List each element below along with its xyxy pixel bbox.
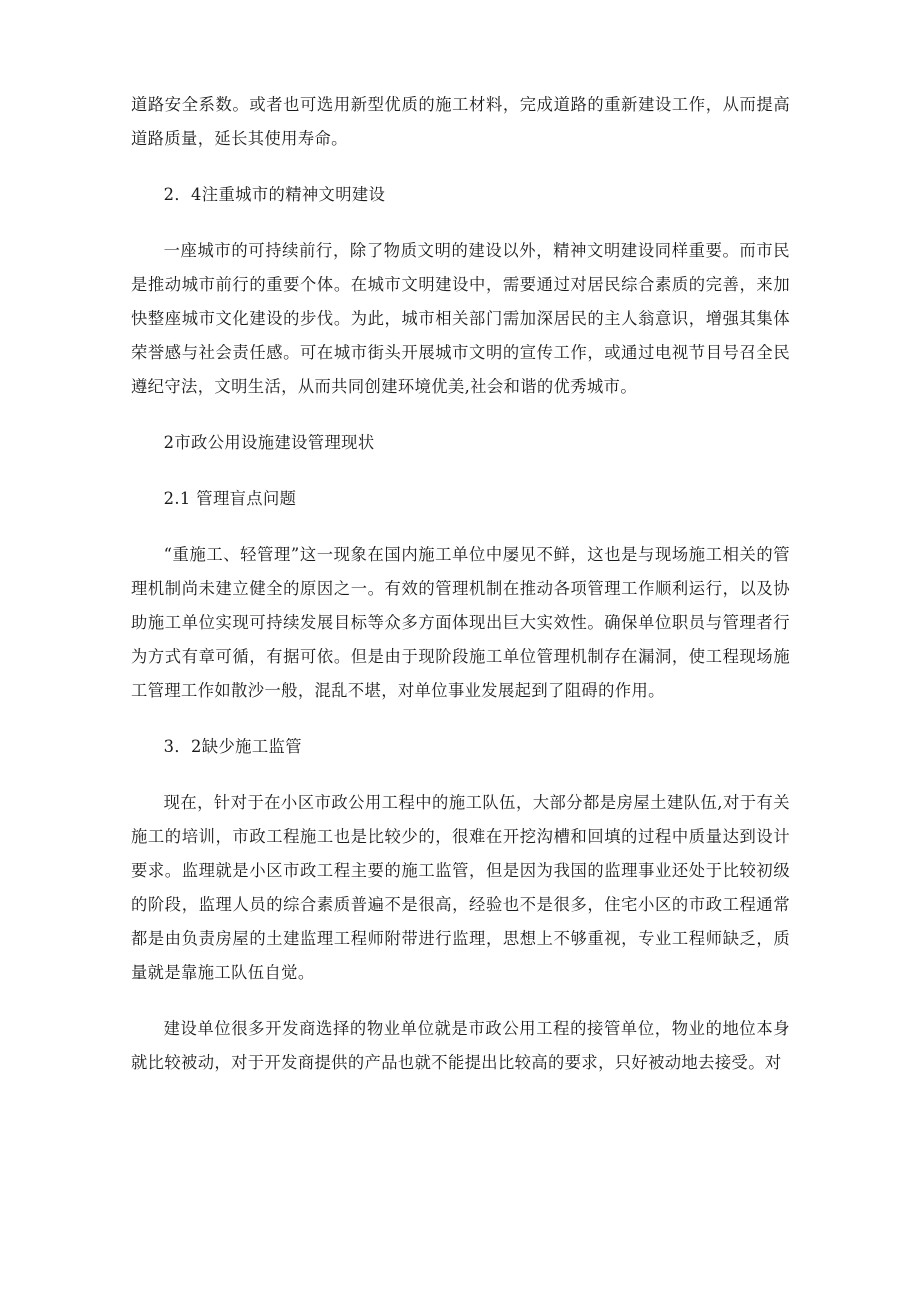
paragraph-spiritual-civilization: 一座城市的可持续前行，除了物质文明的建设以外，精神文明建设同样重要。而市民是推动城市前行的重要个体。在城市文明建设中，需要通过对居民综合素质的完善，来加快整座城市文化建设的步伐。为此，城市相关部门需加深居民的主人翁意识，增强其集体荣誉感与社会责任感。可在城市街头开展城市文明的宣传工作，或通过电视节目号召全民遵纪守法，文明生活，从而共同创建环境优美,社会和谐的优秀城市。: [131, 241, 790, 396]
document-body: [131, 88, 790, 1102]
paragraph-road-safety: 道路安全系数。或者也可选用新型优质的施工材料，完成道路的重新建设工作，从而提高道路质量，延长其使用寿命。: [131, 95, 790, 148]
paragraph-management-blind-spots: “重施工、轻管理”这一现象在国内施工单位中屡见不鲜，这也是与现场施工相关的管理机制尚未建立健全的原因之一。有效的管理机制在推动各项管理工作顺利运行，以及协助施工单位实现可持续发展目标等众多方面体现出巨大实效性。确保单位职员与管理者行为方式有章可循，有据可依。但是由于现阶段施工单位管理机制存在漏洞，使工程现场施工管理工作如散沙一般，混乱不堪，对单位事业发展起到了阻碍的作用。: [131, 545, 790, 700]
section-heading-3-2: 3．2缺少施工监管: [163, 737, 302, 756]
section-heading-2-4: 2．4注重城市的精神文明建设: [163, 185, 386, 204]
paragraph-construction-supervision: 现在，针对于在小区市政公用工程中的施工队伍，大部分都是房屋土建队伍,对于有关施工的培训，市政工程施工也是比较少的，很难在开挖沟槽和回填的过程中质量达到设计要求。监理就是小区市政工程主要的施工监管，但是因为我国的监理事业还处于比较初级的阶段，监理人员的综合素质普遍不是很高，经验也不是很多，住宅小区的市政工程通常都是由负责房屋的土建监理工程师附带进行监理，思想上不够重视，专业工程师缺乏，质量就是靠施工队伍自觉。: [131, 793, 790, 982]
paragraph-developer-property: 建设单位很多开发商选择的物业单位就是市政公用工程的接管单位，物业的地位本身就比较被动，对于开发商提供的产品也就不能提出比较高的要求，只好被动地去接受。对: [131, 1019, 790, 1072]
section-heading-2: 2市政公用设施建设管理现状: [163, 433, 375, 452]
section-heading-2-1: 2.1 管理盲点问题: [163, 489, 297, 508]
